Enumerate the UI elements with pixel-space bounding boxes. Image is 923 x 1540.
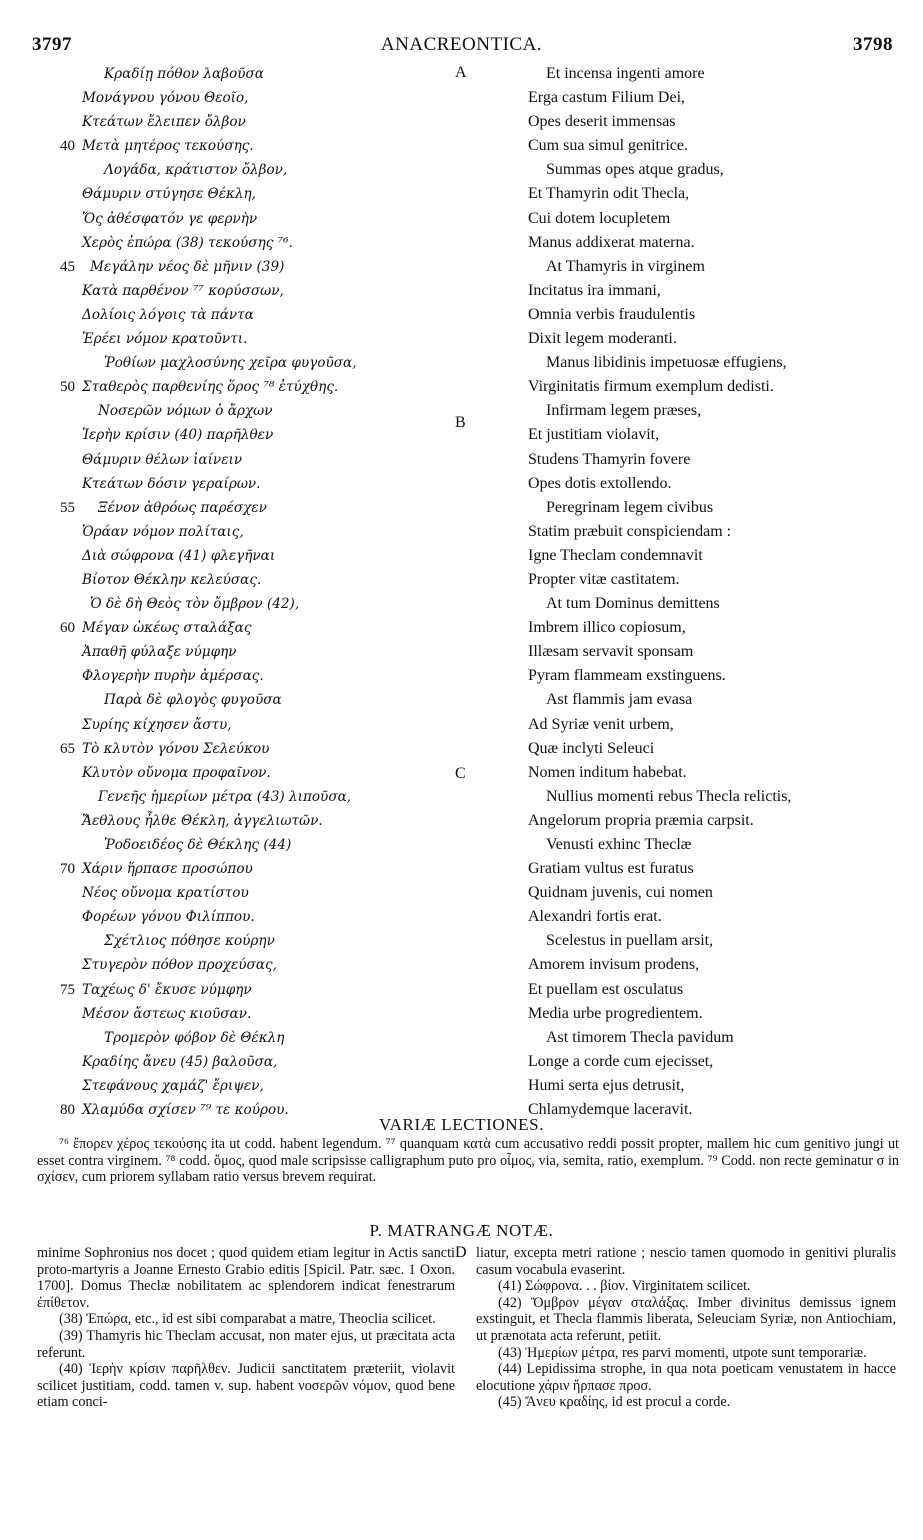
greek-verse-line xyxy=(60,688,465,712)
greek-verse-line xyxy=(60,327,465,351)
greek-verse-text: Φλογερὴν πυρὴν ἀμέρσας. xyxy=(82,668,264,685)
latin-verse-line: Infirmam legem præses, xyxy=(546,402,702,420)
greek-verse-text: Τρομερὸν φόβον δὲ Θέκλη xyxy=(104,1029,285,1046)
greek-verse-text: Στυγερὸν πόθον προχεύσας, xyxy=(82,957,277,974)
greek-verse-text: Χερὸς ἐπώρα (38) τεκούσης ⁷⁶. xyxy=(82,234,293,251)
latin-verse-line: Et incensa ingenti amore xyxy=(546,65,705,82)
greek-verse-text: Δολίοις λόγοις τὰ πάντα xyxy=(82,306,254,323)
latin-verse-line: Statim præbuit conspiciendam : xyxy=(528,522,732,540)
greek-verse-text: Νέος οὔνομα κρατίστου xyxy=(82,885,249,902)
greek-verse-line xyxy=(60,110,465,134)
greek-verse-line xyxy=(60,1002,465,1026)
latin-verse-line: Pyram flammeam exstinguens. xyxy=(528,667,726,685)
greek-verse-line xyxy=(60,496,465,520)
latin-verse-line: Studens Thamyrin fovere xyxy=(528,450,691,468)
greek-verse-line xyxy=(60,905,465,929)
greek-verse-line xyxy=(60,737,465,761)
notae-heading: P. MATRANGÆ NOTÆ. xyxy=(369,1221,554,1240)
greek-verse-text: Μέγαν ὠκέως σταλάξας xyxy=(82,620,252,637)
greek-verse-text: Ἱερὴν κρίσιν (40) παρῆλθεν xyxy=(82,427,274,444)
greek-verse-line xyxy=(60,881,465,905)
greek-verse-column xyxy=(60,62,465,1122)
greek-verse-line xyxy=(60,1074,465,1098)
line-number: 70 xyxy=(60,861,75,878)
latin-verse-line: Nomen inditum habebat. xyxy=(528,763,687,781)
greek-verse-line xyxy=(60,303,465,327)
greek-verse-line xyxy=(60,158,465,182)
greek-verse-line xyxy=(60,953,465,977)
greek-verse-line xyxy=(60,785,465,809)
greek-verse-text: Κραδίης ἄνευ (45) βαλοῦσα, xyxy=(82,1053,278,1070)
greek-verse-text: Στεφάνους χαμάζ' ἔριψεν, xyxy=(82,1077,264,1094)
notes-left-column xyxy=(37,1245,455,1411)
greek-verse-text: Θάμυριν στύγησε Θέκλη, xyxy=(82,186,256,203)
latin-verse-line: Longe a corde cum ejecisset, xyxy=(528,1052,714,1070)
latin-verse-line: At tum Dominus demittens xyxy=(546,595,720,613)
greek-verse-line xyxy=(60,423,465,447)
line-number: 75 xyxy=(60,981,75,998)
greek-verse-line xyxy=(60,833,465,857)
greek-verse-line xyxy=(60,472,465,496)
latin-verse-line: Et puellam est osculatus xyxy=(528,980,684,998)
greek-verse-text: Βίοτον Θέκλην κελεύσας. xyxy=(82,571,262,588)
latin-verse-line: Summas opes atque gradus, xyxy=(546,161,724,179)
greek-verse-line xyxy=(60,255,465,279)
latin-verse-line: Dixit legem moderanti. xyxy=(528,330,677,348)
latin-verse-line: Erga castum Filium Dei, xyxy=(528,89,686,107)
line-number: 55 xyxy=(60,499,75,516)
greek-verse-text: Ῥοθίων μαχλοσύνης χεῖρα φυγοῦσα, xyxy=(104,355,357,372)
note-paragraph: (45) Ἄνευ κραδίης, id est procul a corde. xyxy=(498,1394,731,1411)
greek-verse-text: Φορέων γόνου Φιλίππου. xyxy=(82,909,255,926)
greek-verse-text: Θάμυριν θέλων ἰαίνειν xyxy=(82,451,243,468)
latin-verse-line: Gratiam vultus est furatus xyxy=(528,860,694,878)
greek-verse-line xyxy=(60,351,465,375)
greek-verse-line xyxy=(60,544,465,568)
margin-mark-c: C xyxy=(455,765,466,782)
greek-verse-line xyxy=(60,929,465,953)
latin-translation-column xyxy=(528,62,908,1122)
greek-verse-text: Τὸ κλυτὸν γόνου Σελεύκου xyxy=(82,740,270,757)
greek-verse-line xyxy=(60,592,465,616)
latin-verse-line: Ad Syriæ venit urbem, xyxy=(528,715,674,733)
variae-lectiones-heading: VARIÆ LECTIONES. xyxy=(378,1115,545,1134)
margin-mark-b: B xyxy=(455,414,466,431)
notes-right-column xyxy=(476,1245,896,1411)
latin-verse-line: Amorem invisum prodens, xyxy=(528,956,700,974)
greek-verse-line xyxy=(60,207,465,231)
margin-mark-d: D xyxy=(455,1244,467,1261)
latin-verse-line: At Thamyris in virginem xyxy=(546,257,705,275)
latin-verse-line: Angelorum propria præmia carpsit. xyxy=(528,811,754,829)
greek-verse-text: Μέσον ἄστεως κιοῦσαν. xyxy=(82,1005,252,1022)
greek-verse-text: Συρίης κίχησεν ἄστυ, xyxy=(82,716,232,733)
variae-lectiones-text xyxy=(37,1136,899,1186)
greek-verse-line xyxy=(60,62,465,86)
latin-verse-line: Incitatus ira immani, xyxy=(528,281,661,299)
greek-verse-line xyxy=(60,182,465,206)
line-number: 60 xyxy=(60,620,75,637)
greek-verse-text: Μονάγνου γόνου Θεοῖο, xyxy=(82,90,249,107)
latin-verse-line: Et justitiam violavit, xyxy=(528,426,660,444)
latin-verse-line: Nullius momenti rebus Thecla relictis, xyxy=(546,787,792,805)
greek-verse-text: Κτεάτων ἔλειπεν ὄλβον xyxy=(82,114,246,131)
greek-verse-text: Ἄεθλους ἦλθε Θέκλη, ἀγγελιωτῶν. xyxy=(82,812,323,829)
greek-verse-text: Ἀπαθῆ φύλαξε νύμφην xyxy=(82,644,237,661)
greek-verse-line xyxy=(60,640,465,664)
greek-verse-line xyxy=(60,1026,465,1050)
latin-verse-line: Humi serta ejus detrusit, xyxy=(528,1076,685,1094)
line-number: 50 xyxy=(60,379,75,396)
greek-verse-text: Κατὰ παρθένον ⁷⁷ κορύσσων, xyxy=(82,282,284,299)
note-paragraph: (42) Ὄμβρον μέγαν σταλάξας. Imber divinitus demissus ignem exstinguit, et Thecla flammis liberata, Seleuciam Syriæ, non Antiochiam, ut prænotata acta referunt, petiit. xyxy=(476,1294,896,1344)
greek-verse-line xyxy=(60,231,465,255)
note-paragraph: (44) Lepidissima strophe, in qua nota poeticam venustatem in hacce elocutione χάριν ἥρπασε προσ. xyxy=(476,1361,896,1394)
latin-verse-line: Ast timorem Thecla pavidum xyxy=(546,1028,734,1046)
latin-verse-line: Cum sua simul genitrice. xyxy=(528,137,688,155)
latin-verse-line: Et Thamyrin odit Thecla, xyxy=(528,185,690,203)
latin-verse-line: Quidnam juvenis, cui nomen xyxy=(528,884,713,902)
note-paragraph: minime Sophronius nos docet ; quod quidem etiam legitur in Actis sancti proto-martyris a Joanne Ernesto Grabio editis [Spicil. Patr. sæc. 1 Oxon. 1700]. Domus Theclæ nobilitatem ac splendorem indicat fenestrarum ἐπίθετον. xyxy=(37,1245,455,1311)
latin-verse-line: Peregrinam legem civibus xyxy=(546,498,714,516)
latin-verse-line: Propter vitæ castitatem. xyxy=(528,570,680,588)
note-paragraph: (39) Thamyris hic Theclam accusat, non mater ejus, ut præcitata acta referunt. xyxy=(37,1327,455,1361)
latin-verse-line: Alexandri fortis erat. xyxy=(528,908,662,926)
greek-verse-line xyxy=(60,448,465,472)
greek-verse-line xyxy=(60,761,465,785)
running-title: ANACREONTICA. xyxy=(380,34,543,55)
line-number: 65 xyxy=(60,740,75,757)
variae-paragraph: ⁷⁶ ἔπορεν χέρος τεκούσης ita ut codd. habent legendum. ⁷⁷ quanquam κατὰ cum accusativo reddi possit propter, mallem hic cum genitivo jungi ut esset contra virginem. ⁷⁸ codd. ὅμος, quod male scripsisse calligraphum puto pro οἶμος, via, semita, ratio, exemplum. ⁷⁹ Codd. non recte geminatur σ in σχίσεν, cum priorem syllabam ratio versus brevem requirat. xyxy=(37,1136,899,1185)
greek-verse-line xyxy=(60,664,465,688)
greek-verse-text: Λογάδα, κράτιστον ὄλβον, xyxy=(104,162,288,179)
page-number-right: 3798 xyxy=(853,34,893,55)
greek-verse-text: Σχέτλιος πόθησε κούρην xyxy=(104,933,275,950)
note-paragraph: (38) Ἐπώρα, etc., id est sibi comparabat a matre, Theoclia scilicet. xyxy=(59,1311,436,1328)
greek-verse-text: Ἐρέει νόμον κρατοῦντι. xyxy=(82,331,248,348)
greek-verse-line xyxy=(60,857,465,881)
greek-verse-line xyxy=(60,375,465,399)
line-number: 40 xyxy=(60,138,75,155)
greek-verse-line xyxy=(60,809,465,833)
latin-verse-line: Venusti exhinc Theclæ xyxy=(546,836,692,853)
greek-verse-text: Χάριν ἥρπασε προσώπου xyxy=(82,861,253,878)
greek-verse-text: Ῥοδοειδέος δὲ Θέκλης (44) xyxy=(104,837,292,853)
latin-verse-line: Opes deserit immensas xyxy=(528,113,676,131)
greek-verse-line xyxy=(60,713,465,737)
greek-verse-line xyxy=(60,134,465,158)
greek-verse-line xyxy=(60,520,465,544)
latin-verse-line: Opes dotis extollendo. xyxy=(528,474,672,492)
latin-verse-line: Scelestus in puellam arsit, xyxy=(546,932,714,950)
greek-verse-text: Ὁράαν νόμον πολίταις, xyxy=(82,523,244,540)
note-paragraph: (40) Ἱερὴν κρίσιν παρῆλθεν. Judicii sanctitatem præteriit, violavit scilicet justitiam, codd. tamen v. sup. habent νοσερῶν νόμον, quod bene etiam conci- xyxy=(37,1361,455,1411)
latin-verse-line: Imbrem illico copiosum, xyxy=(528,619,686,637)
greek-verse-text: Ὁ δὲ δὴ Θεὸς τὸν ὄμβρον (42), xyxy=(90,596,300,613)
greek-verse-line xyxy=(60,1050,465,1074)
latin-verse-line: Omnia verbis fraudulentis xyxy=(528,305,696,323)
greek-verse-text: Μεγάλην νέος δὲ μῆνιν (39) xyxy=(90,258,285,275)
latin-verse-line: Ast flammis jam evasa xyxy=(546,691,693,709)
greek-verse-text: Χλαμύδα σχίσεν ⁷⁹ τε κούρου. xyxy=(82,1102,289,1119)
greek-verse-text: Γενεῆς ἡμερίων μέτρα (43) λιποῦσα, xyxy=(98,788,352,805)
greek-verse-text: Νοσερῶν νόμων ὁ ἄρχων xyxy=(98,403,273,420)
greek-verse-text: Κλυτὸν οὔνομα προφαῖνον. xyxy=(82,764,271,781)
latin-verse-line: Manus addixerat materna. xyxy=(528,233,695,251)
line-number: 80 xyxy=(60,1102,75,1119)
note-paragraph: liatur, excepta metri ratione ; nescio tamen quomodo in genitivi pluralis casum vocabula evaserint. xyxy=(476,1245,896,1278)
greek-verse-text: Σταθερὸς παρθενίης ὅρος ⁷⁸ ἐτύχθης. xyxy=(82,379,339,396)
greek-verse-line xyxy=(60,399,465,423)
latin-verse-line: Chlamydemque laceravit. xyxy=(528,1101,693,1119)
latin-verse-line: Quæ inclyti Seleuci xyxy=(528,739,655,757)
latin-verse-line: Cui dotem locupletem xyxy=(528,209,671,227)
latin-verse-line: Media urbe progredientem. xyxy=(528,1004,703,1022)
note-paragraph: (43) Ἡμερίων μέτρα, res parvi momenti, utpote sunt temporariæ. xyxy=(498,1344,867,1361)
greek-verse-text: Διὰ σώφρονα (41) φλεγῆναι xyxy=(82,547,276,564)
greek-verse-line xyxy=(60,86,465,110)
margin-mark-a: A xyxy=(455,64,467,81)
greek-verse-text: Κτεάτων δόσιν γεραίρων. xyxy=(82,475,261,492)
page-number-left: 3797 xyxy=(32,34,72,55)
greek-verse-text: Ὅς ἀθέσφατόν γε φερνὴν xyxy=(82,210,258,227)
latin-verse-line: Igne Theclam condemnavit xyxy=(528,546,703,564)
greek-verse-text: Ξένον ἀθρόως παρέσχεν xyxy=(98,499,267,516)
greek-verse-text: Παρὰ δὲ φλογὸς φυγοῦσα xyxy=(104,692,282,709)
latin-verse-line: Illæsam servavit sponsam xyxy=(528,643,694,661)
greek-verse-text: Ταχέως δ' ἔκυσε νύμφην xyxy=(82,981,252,998)
note-paragraph: (41) Σώφρονα. . . βίον. Virginitatem scilicet. xyxy=(498,1278,751,1295)
latin-verse-line: Virginitatis firmum exemplum dedisti. xyxy=(528,378,774,396)
greek-verse-line xyxy=(60,279,465,303)
greek-verse-text: Κραδίῃ πόθον λαβοῦσα xyxy=(104,66,264,82)
latin-verse-line: Manus libidinis impetuosæ effugiens, xyxy=(546,354,787,372)
greek-verse-text: Μετὰ μητέρος τεκούσης. xyxy=(82,138,254,155)
greek-verse-line xyxy=(60,568,465,592)
line-number: 45 xyxy=(60,258,75,275)
greek-verse-line xyxy=(60,978,465,1002)
greek-verse-line xyxy=(60,616,465,640)
